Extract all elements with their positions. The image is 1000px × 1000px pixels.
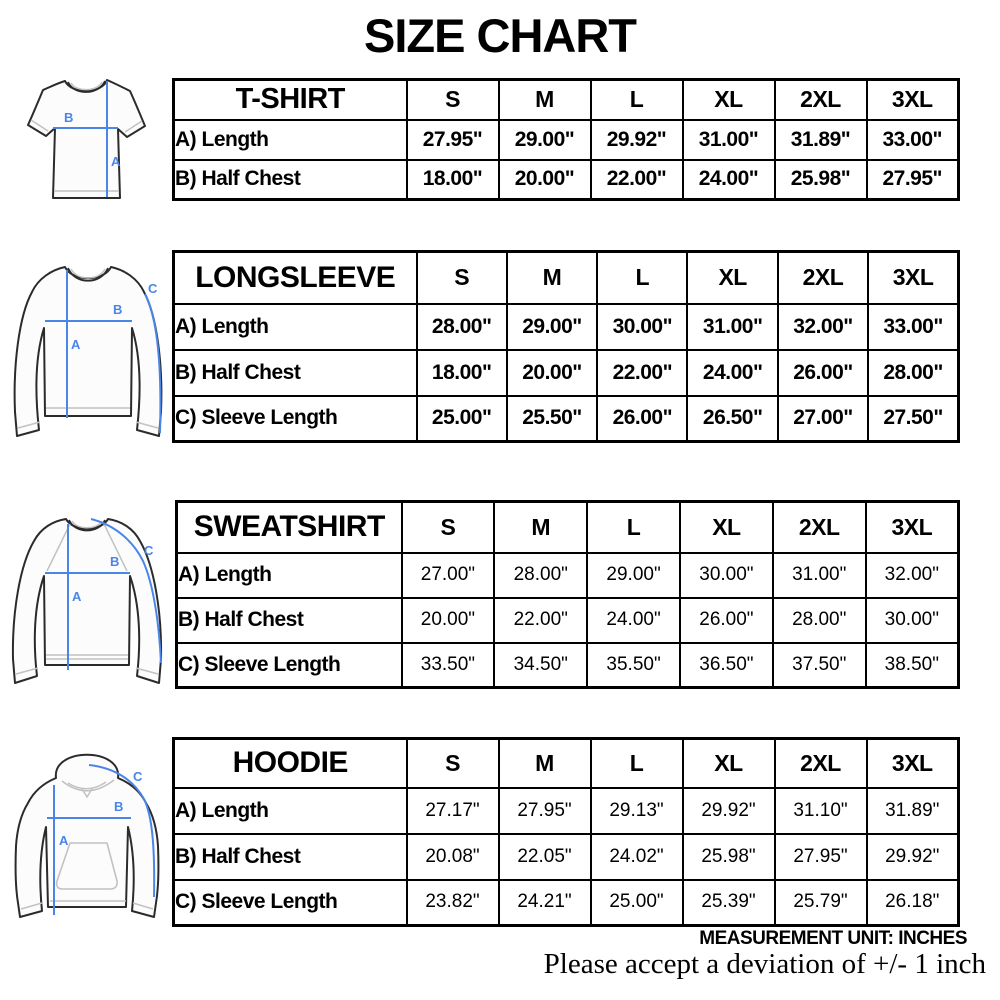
measurement-cell: 27.95" xyxy=(867,160,959,200)
size-column-header: L xyxy=(597,252,687,304)
size-column-header: S xyxy=(407,80,499,120)
size-column-header: S xyxy=(402,502,495,553)
measurement-row xyxy=(177,553,959,598)
measure-label-a: A xyxy=(111,154,121,169)
measurement-cell: 27.00" xyxy=(778,396,868,442)
measurement-cell: 20.00" xyxy=(402,598,495,643)
measure-label-c: C xyxy=(148,281,158,296)
size-column-header: 3XL xyxy=(867,739,959,788)
size-column-header: S xyxy=(417,252,507,304)
measurement-cell: 35.50" xyxy=(587,643,680,688)
size-table-sweatshirt xyxy=(175,500,960,689)
size-column-header: XL xyxy=(683,739,775,788)
measurement-cell: 20.00" xyxy=(499,160,591,200)
measurement-cell: 25.98" xyxy=(683,834,775,880)
tshirt-outline xyxy=(28,80,145,198)
measurement-cell: 33.00" xyxy=(867,120,959,160)
row-label: A) Length xyxy=(174,120,407,160)
measurement-cell: 25.79" xyxy=(775,880,867,926)
deviation-note: Please accept a deviation of +/- 1 inch xyxy=(543,948,986,980)
measurement-cell: 26.00" xyxy=(680,598,773,643)
row-label: B) Half Chest xyxy=(174,834,407,880)
tshirt-illustration xyxy=(8,70,166,210)
measurement-cell: 26.00" xyxy=(778,350,868,396)
measurement-cell: 28.00" xyxy=(417,304,507,350)
hoodie-illustration xyxy=(8,731,166,941)
size-column-header: XL xyxy=(683,80,775,120)
measurement-cell: 27.95" xyxy=(407,120,499,160)
table-title: SWEATSHIRT xyxy=(177,502,402,553)
page-title: SIZE CHART xyxy=(364,9,636,62)
measurement-cell: 18.00" xyxy=(417,350,507,396)
measurement-cell: 29.13" xyxy=(591,788,683,834)
size-column-header: 3XL xyxy=(867,80,959,120)
measurement-row xyxy=(174,788,959,834)
size-table-longsleeve xyxy=(172,250,960,443)
size-column-header: XL xyxy=(687,252,777,304)
row-label: C) Sleeve Length xyxy=(177,643,402,688)
size-column-header: M xyxy=(507,252,597,304)
measurement-cell: 31.89" xyxy=(775,120,867,160)
table-header-row xyxy=(174,252,959,304)
measurement-cell: 30.00" xyxy=(866,598,959,643)
size-column-header: 2XL xyxy=(775,739,867,788)
size-column-header: 2XL xyxy=(775,80,867,120)
measure-label-a: A xyxy=(72,589,82,604)
measurement-row xyxy=(174,834,959,880)
measurement-cell: 23.82" xyxy=(407,880,499,926)
sweatshirt-illustration xyxy=(3,497,175,702)
measurement-cell: 24.00" xyxy=(587,598,680,643)
measure-label-b: B xyxy=(113,302,123,317)
measurement-cell: 29.92" xyxy=(867,834,959,880)
table-title: HOODIE xyxy=(174,739,407,788)
measurement-cell: 37.50" xyxy=(773,643,866,688)
table-header-row xyxy=(177,502,959,553)
size-table-hoodie xyxy=(172,737,960,927)
measurement-cell: 29.00" xyxy=(499,120,591,160)
row-label: B) Half Chest xyxy=(174,160,407,200)
measurement-cell: 27.50" xyxy=(868,396,958,442)
measurement-unit-note: MEASUREMENT UNIT: INCHES xyxy=(699,928,967,949)
measure-label-b: B xyxy=(110,554,120,569)
measurement-cell: 31.00" xyxy=(773,553,866,598)
table-title: LONGSLEEVE xyxy=(174,252,417,304)
measurement-cell: 28.00" xyxy=(773,598,866,643)
measurement-cell: 28.00" xyxy=(868,350,958,396)
measurement-cell: 29.92" xyxy=(683,788,775,834)
measurement-cell: 31.10" xyxy=(775,788,867,834)
measurement-cell: 20.00" xyxy=(507,350,597,396)
measurement-cell: 22.00" xyxy=(591,160,683,200)
measurement-cell: 34.50" xyxy=(494,643,587,688)
longsleeve-illustration xyxy=(5,253,170,458)
row-label: C) Sleeve Length xyxy=(174,396,417,442)
size-column-header: 2XL xyxy=(773,502,866,553)
measurement-cell: 32.00" xyxy=(778,304,868,350)
measurement-cell: 26.50" xyxy=(687,396,777,442)
measure-label-c: C xyxy=(144,543,154,558)
measurement-row xyxy=(174,120,959,160)
measurement-row xyxy=(174,396,959,442)
measurement-cell: 31.00" xyxy=(683,120,775,160)
size-column-header: M xyxy=(499,739,591,788)
measurement-cell: 18.00" xyxy=(407,160,499,200)
size-column-header: XL xyxy=(680,502,773,553)
measurement-cell: 32.00" xyxy=(866,553,959,598)
measurement-cell: 25.00" xyxy=(417,396,507,442)
measurement-cell: 22.00" xyxy=(597,350,687,396)
measurement-cell: 26.00" xyxy=(597,396,687,442)
longsleeve-outline xyxy=(15,267,162,436)
measurement-cell: 24.02" xyxy=(591,834,683,880)
measure-label-b: B xyxy=(64,110,74,125)
size-column-header: M xyxy=(499,80,591,120)
measurement-cell: 25.39" xyxy=(683,880,775,926)
measurement-cell: 22.00" xyxy=(494,598,587,643)
row-label: B) Half Chest xyxy=(177,598,402,643)
measurement-cell: 33.50" xyxy=(402,643,495,688)
size-column-header: 3XL xyxy=(868,252,958,304)
measurement-cell: 29.92" xyxy=(591,120,683,160)
measurement-row xyxy=(177,598,959,643)
measurement-cell: 28.00" xyxy=(494,553,587,598)
measurement-row xyxy=(177,643,959,688)
measurement-cell: 24.21" xyxy=(499,880,591,926)
measurement-row xyxy=(174,304,959,350)
size-column-header: L xyxy=(591,739,683,788)
row-label: B) Half Chest xyxy=(174,350,417,396)
measurement-cell: 29.00" xyxy=(587,553,680,598)
table-title: T-SHIRT xyxy=(174,80,407,120)
measurement-cell: 36.50" xyxy=(680,643,773,688)
row-label: A) Length xyxy=(177,553,402,598)
measurement-cell: 31.00" xyxy=(687,304,777,350)
measurement-cell: 27.95" xyxy=(499,788,591,834)
size-column-header: 2XL xyxy=(778,252,868,304)
measurement-cell: 29.00" xyxy=(507,304,597,350)
measurement-cell: 25.50" xyxy=(507,396,597,442)
measurement-cell: 20.08" xyxy=(407,834,499,880)
measurement-cell: 38.50" xyxy=(866,643,959,688)
measure-label-a: A xyxy=(71,337,81,352)
measure-label-c: C xyxy=(133,769,143,784)
measurement-cell: 25.98" xyxy=(775,160,867,200)
measure-label-a: A xyxy=(59,833,69,848)
measurement-cell: 24.00" xyxy=(687,350,777,396)
measurement-row xyxy=(174,160,959,200)
measurement-cell: 31.89" xyxy=(867,788,959,834)
measurement-cell: 27.17" xyxy=(407,788,499,834)
table-header-row xyxy=(174,739,959,788)
measurement-cell: 22.05" xyxy=(499,834,591,880)
measurement-cell: 30.00" xyxy=(680,553,773,598)
size-column-header: S xyxy=(407,739,499,788)
measurement-cell: 27.00" xyxy=(402,553,495,598)
table-header-row xyxy=(174,80,959,120)
size-column-header: M xyxy=(494,502,587,553)
size-column-header: L xyxy=(591,80,683,120)
measurement-row xyxy=(174,350,959,396)
size-column-header: 3XL xyxy=(866,502,959,553)
measurement-cell: 27.95" xyxy=(775,834,867,880)
size-column-header: L xyxy=(587,502,680,553)
row-label: C) Sleeve Length xyxy=(174,880,407,926)
measurement-cell: 24.00" xyxy=(683,160,775,200)
size-table-t-shirt xyxy=(172,78,960,201)
measurement-cell: 25.00" xyxy=(591,880,683,926)
row-label: A) Length xyxy=(174,788,407,834)
row-label: A) Length xyxy=(174,304,417,350)
measurement-cell: 30.00" xyxy=(597,304,687,350)
measurement-cell: 33.00" xyxy=(868,304,958,350)
measurement-cell: 26.18" xyxy=(867,880,959,926)
measure-label-b: B xyxy=(114,799,124,814)
measurement-row xyxy=(174,880,959,926)
